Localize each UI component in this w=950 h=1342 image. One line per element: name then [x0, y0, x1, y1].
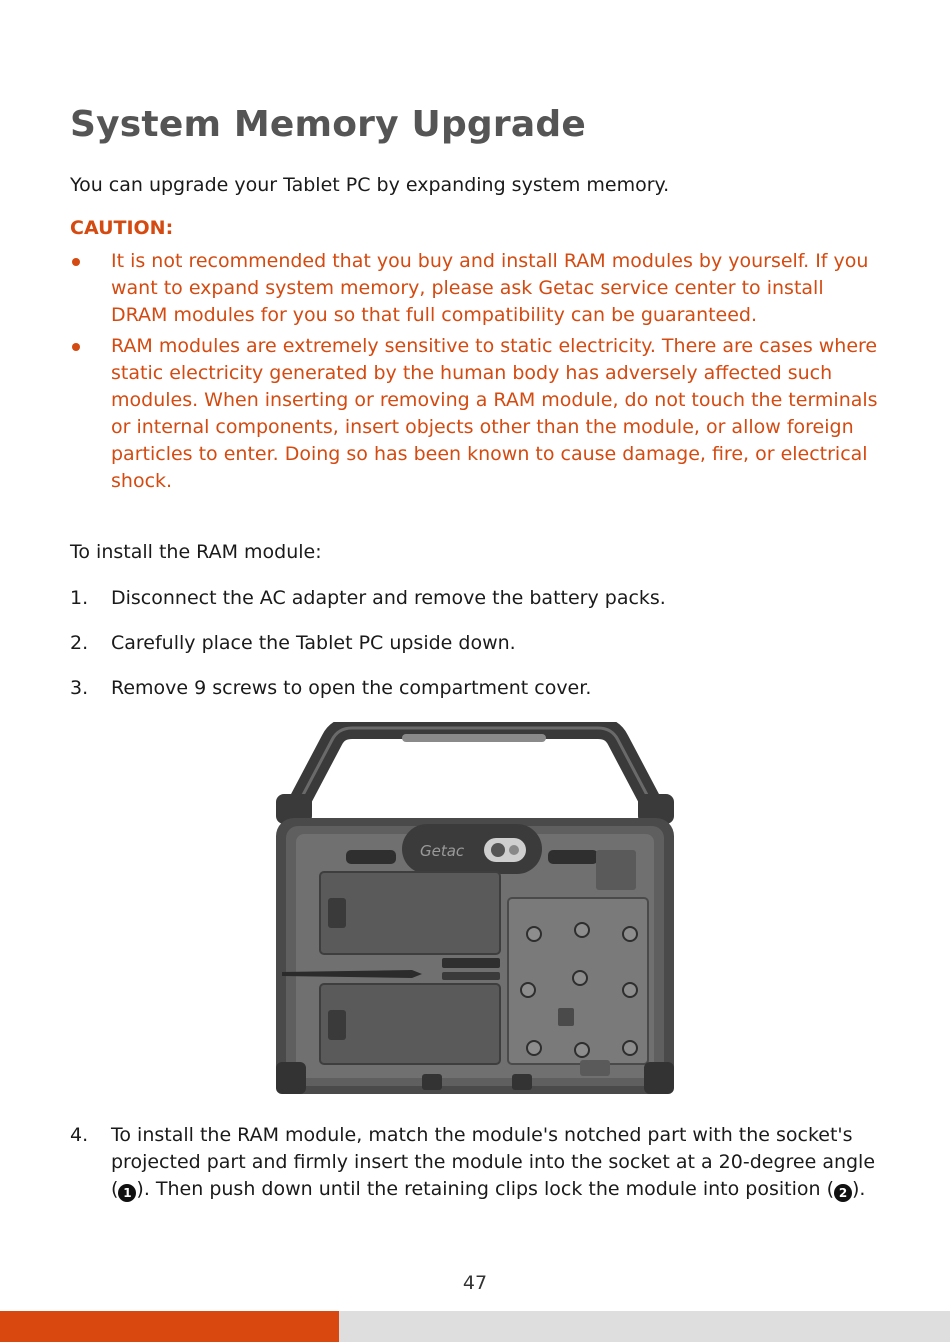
circled-number-1-icon: 1	[118, 1184, 136, 1202]
step-2	[70, 630, 880, 657]
step-3	[70, 675, 880, 702]
step-text: Disconnect the AC adapter and remove the battery packs.	[111, 587, 666, 609]
step-text-part: ).	[852, 1178, 866, 1200]
step-text: Remove 9 screws to open the compartment cover.	[111, 677, 592, 699]
bullet-icon	[72, 258, 80, 266]
footer-accent-bar	[0, 1311, 339, 1342]
caution-item-text: RAM modules are extremely sensitive to static electricity. There are cases where static electricity generated by the human body has adversely affected such modules. When inserting or removing a RAM module, do not touch the terminals or internal components, insert objects other than the module, or allow foreign particles to enter. Doing so has been known to cause damage, fire, or electrical shock.	[111, 335, 878, 492]
step-number: 4.	[70, 1124, 89, 1146]
install-intro: To install the RAM module:	[70, 541, 322, 563]
brand-logo: Getac	[420, 842, 465, 860]
step-text-part: To install the RAM module, match the module's notched part with the socket's projected part and firmly insert the module into the socket at a 20-degree angle (	[111, 1124, 876, 1200]
step-1	[70, 585, 880, 612]
step-number: 1.	[70, 587, 89, 609]
step-text-part: ). Then push down until the retaining clips lock the module into position (	[136, 1178, 834, 1200]
caution-item	[70, 333, 880, 495]
caution-list	[70, 248, 880, 499]
caution-item	[70, 248, 880, 329]
circled-number-2-icon: 2	[834, 1184, 852, 1202]
caution-item-text: It is not recommended that you buy and install RAM modules by yourself. If you want to expand system memory, please ask Getac service center to install DRAM modules for you so that full compatibility can be guaranteed.	[111, 250, 869, 326]
step-number: 2.	[70, 632, 89, 654]
footer-gray-bar	[339, 1311, 950, 1342]
page-number: 47	[462, 1272, 488, 1294]
step-text	[111, 1122, 880, 1203]
tablet-rear-view-icon	[272, 722, 678, 1098]
bullet-icon	[72, 343, 80, 351]
caution-label: CAUTION:	[70, 217, 174, 239]
intro-paragraph: You can upgrade your Tablet PC by expanding system memory.	[70, 174, 670, 196]
page-title: System Memory Upgrade	[70, 104, 586, 145]
step-number: 3.	[70, 677, 89, 699]
step-text: Carefully place the Tablet PC upside down.	[111, 632, 516, 654]
step-4	[70, 1122, 880, 1203]
